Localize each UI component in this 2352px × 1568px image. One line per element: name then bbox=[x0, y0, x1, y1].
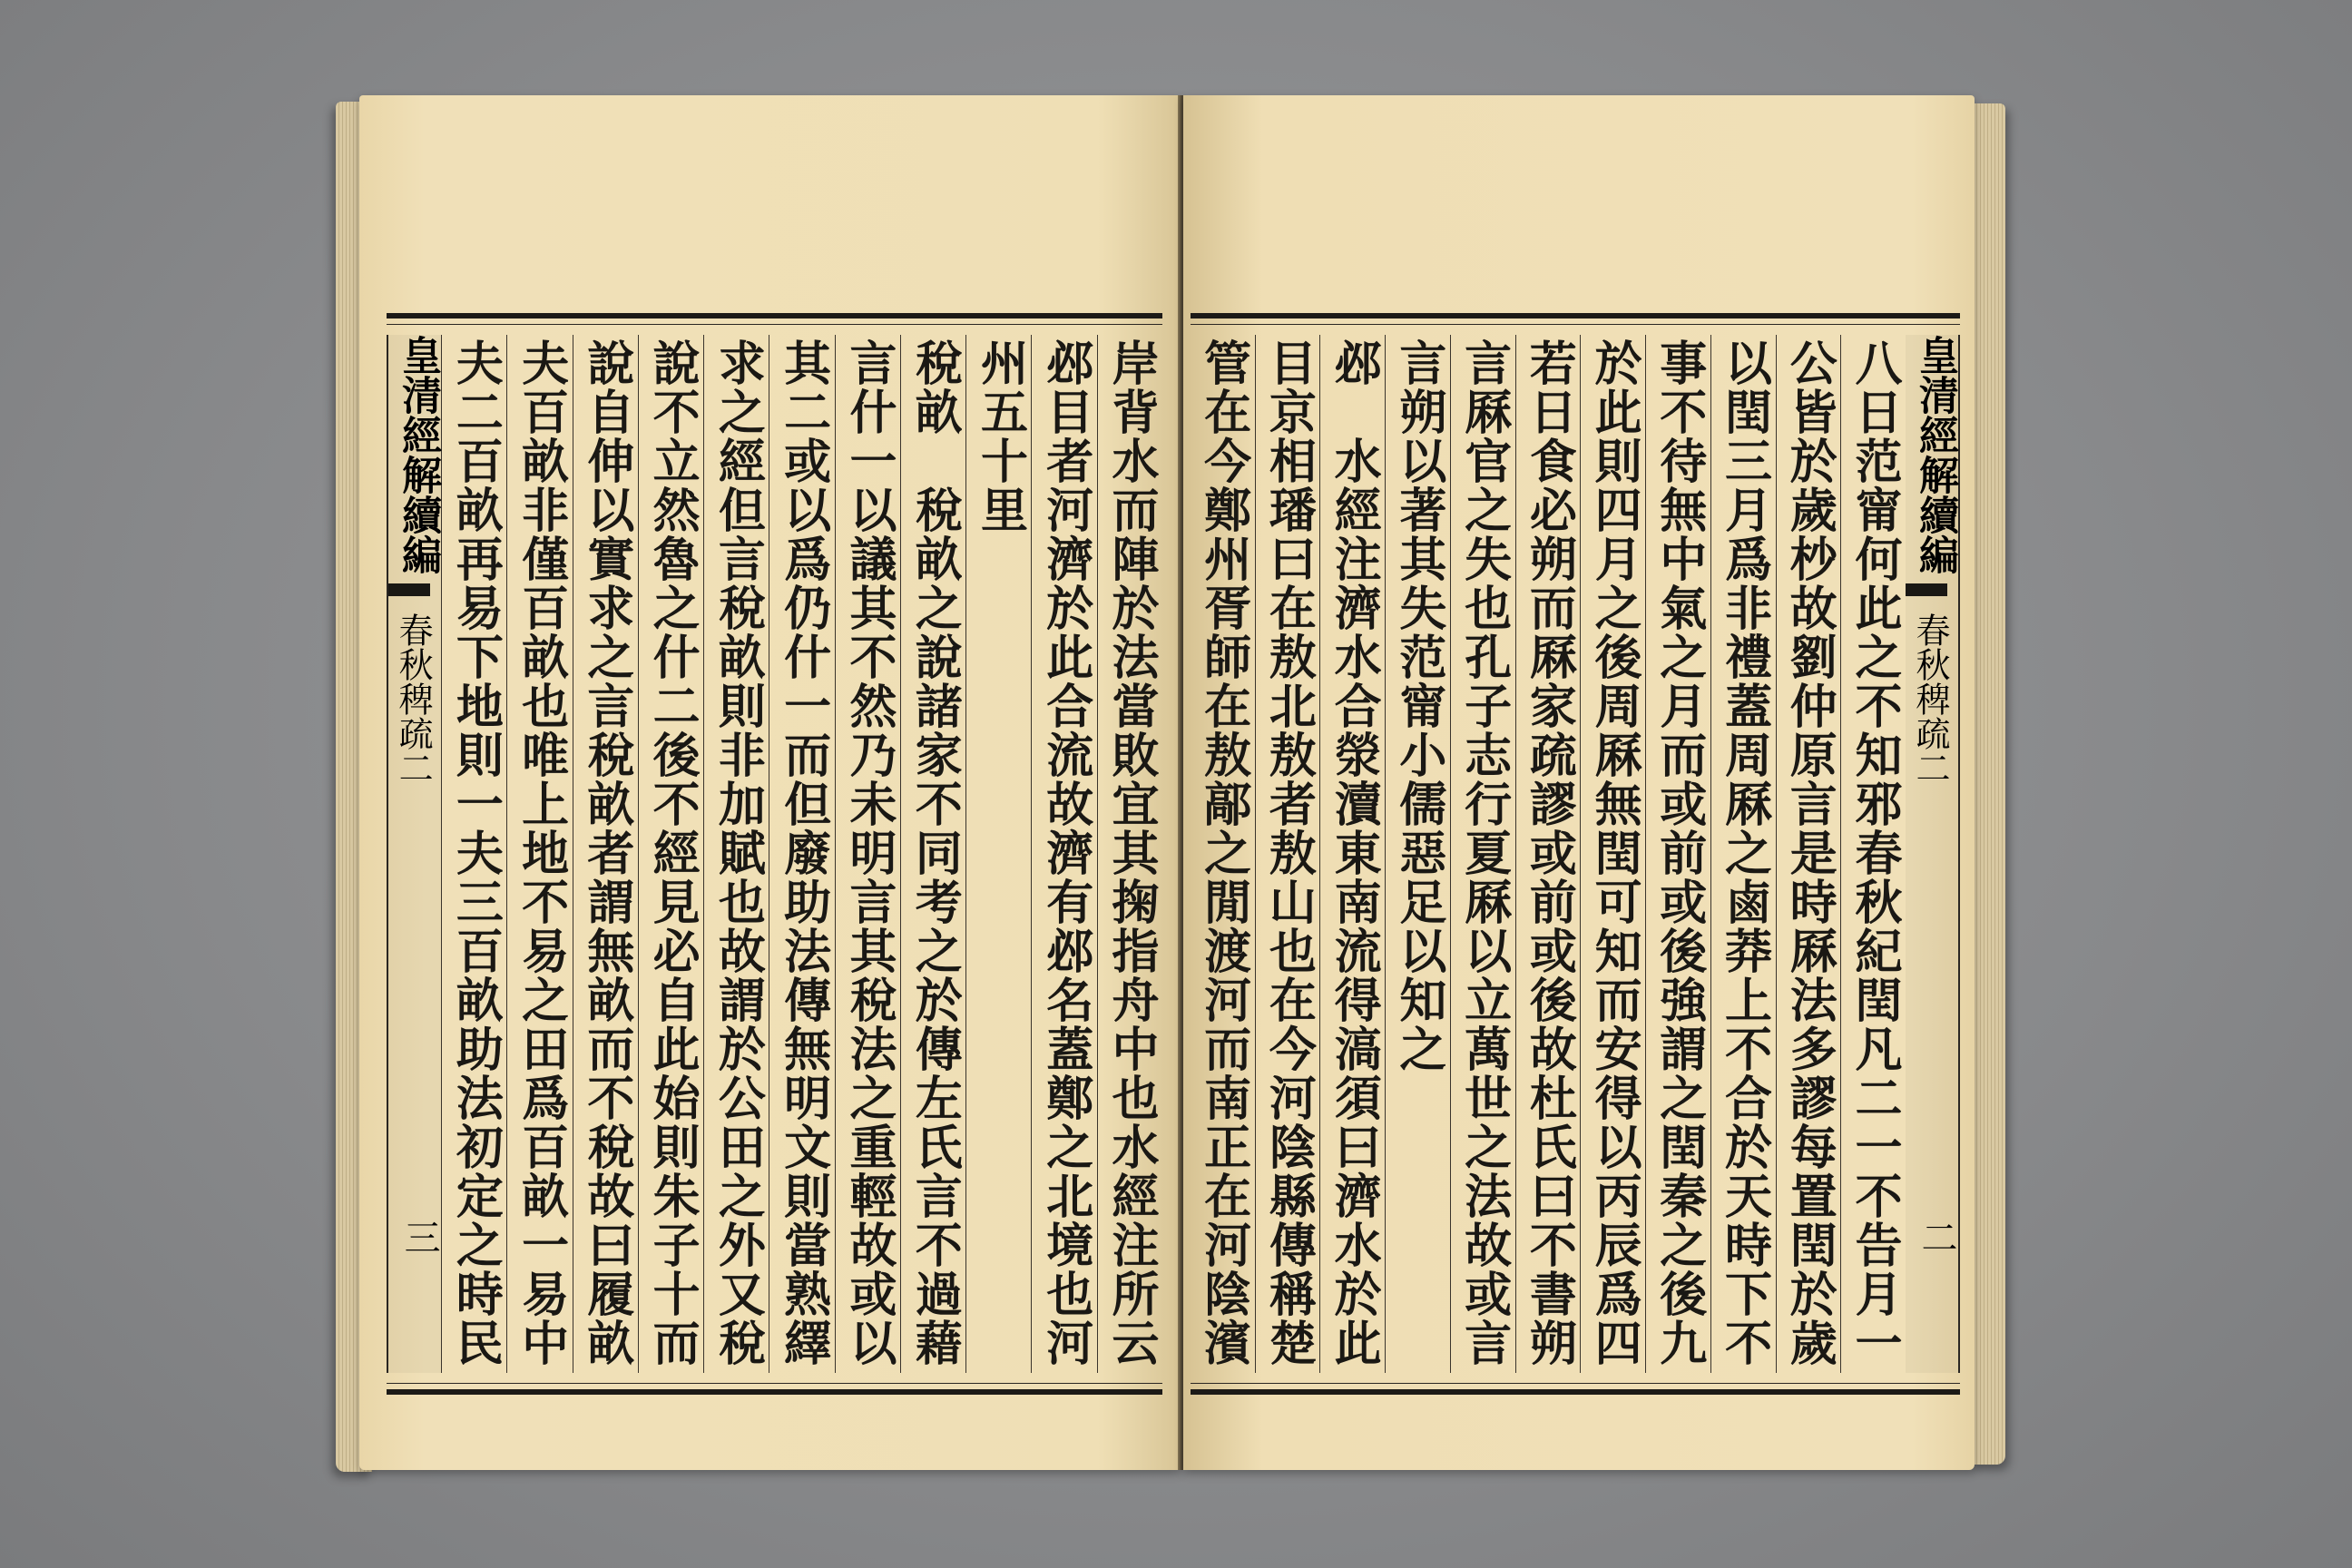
left-col-5: 言什一以議其不然乃未明言其稅法之重輕故或以 bbox=[835, 335, 900, 1373]
left-col-1: 岸背水而陣於法當敗宜其掬指舟中也水經注所云 bbox=[1097, 335, 1162, 1373]
left-col-6: 其二或以爲仍什一而但廢助法傳無明文則當熟繹 bbox=[769, 335, 834, 1373]
fishtail-mark bbox=[388, 583, 430, 596]
right-col-7: 言厤官之失也孔子志行夏厤以立萬世之法故或言 bbox=[1450, 335, 1515, 1373]
right-page bbox=[1183, 95, 1975, 1470]
left-page-margin bbox=[387, 335, 441, 1373]
right-page-edges bbox=[1969, 103, 2005, 1465]
right-col-5: 於此則四月之後周厤無閏可知而安得以丙辰爲四 bbox=[1580, 335, 1645, 1373]
left-col-11: 夫二百畝再易下地則一夫三百畝助法初定之時民 bbox=[441, 335, 506, 1373]
right-col-11: 管在今鄭州胥師在敖鄗之閒渡河而南正在河陰濱 bbox=[1195, 338, 1251, 1367]
right-col-6: 若日食必朔而厤家疏謬或前或後故杜氏曰不書朔 bbox=[1515, 335, 1581, 1373]
section-title: 春秋稗疏二 bbox=[1910, 612, 1950, 785]
fishtail-mark bbox=[1906, 583, 1947, 596]
left-text-frame bbox=[387, 313, 1162, 1395]
right-col-4: 事不待無中氣之月而或前或後強謂之閏秦之後九 bbox=[1645, 335, 1710, 1373]
left-columns bbox=[387, 335, 1162, 1373]
open-book bbox=[327, 91, 2005, 1479]
right-col-1: 八日范甯何此之不知邪春秋紀閏凡二一不告月一 bbox=[1840, 335, 1906, 1373]
left-col-3: 州五十里 bbox=[965, 335, 1031, 1373]
right-col-10: 目京相璠曰在敖北敖者敖山也在今河陰縣傳稱楚 bbox=[1255, 335, 1320, 1373]
right-col-9: 邲 水經注濟水合滎瀆東南流得滈須曰濟水於此 bbox=[1319, 335, 1385, 1373]
left-col-10: 夫百畝非僅百畝也唯上地不易之田爲百畝一易中 bbox=[506, 335, 572, 1373]
right-col-3: 以閏三月爲非禮蓋周厤之鹵莽上不合於天時下不 bbox=[1710, 335, 1776, 1373]
page-number: 二 bbox=[1916, 1219, 1957, 1255]
right-col-2: 公皆於歲杪故劉仲原言是時厤法多謬每置閏於歲 bbox=[1776, 335, 1841, 1373]
left-page bbox=[359, 95, 1181, 1470]
left-col-8: 說不立然魯之什二後不經見必自此始則朱子十而 bbox=[638, 335, 703, 1373]
right-columns bbox=[1191, 335, 1960, 1373]
right-col-8: 言朔以著其失范甯小儒惡足以知之 bbox=[1385, 335, 1450, 1373]
right-text-frame bbox=[1191, 313, 1960, 1395]
left-col-9: 說自伸以實求之言稅畝者謂無畝而不稅故曰履畝 bbox=[573, 335, 638, 1373]
book-title: 皇清經解續編 bbox=[1912, 335, 1958, 574]
page-number: 三 bbox=[398, 1219, 441, 1255]
right-page-margin bbox=[1906, 335, 1960, 1373]
book-title: 皇清經解續編 bbox=[395, 335, 442, 574]
section-title: 春秋稗疏二 bbox=[393, 612, 434, 785]
left-col-7: 求之經但言稅畝則非加賦也故謂於公田之外又稅 bbox=[703, 335, 769, 1373]
left-col-4: 稅畝 稅畝之說諸家不同考之於傳左氏言不過藉 bbox=[900, 335, 965, 1373]
left-col-2: 邲目者河濟於此合流故濟有邲名蓋鄭之北境也河 bbox=[1031, 335, 1096, 1373]
